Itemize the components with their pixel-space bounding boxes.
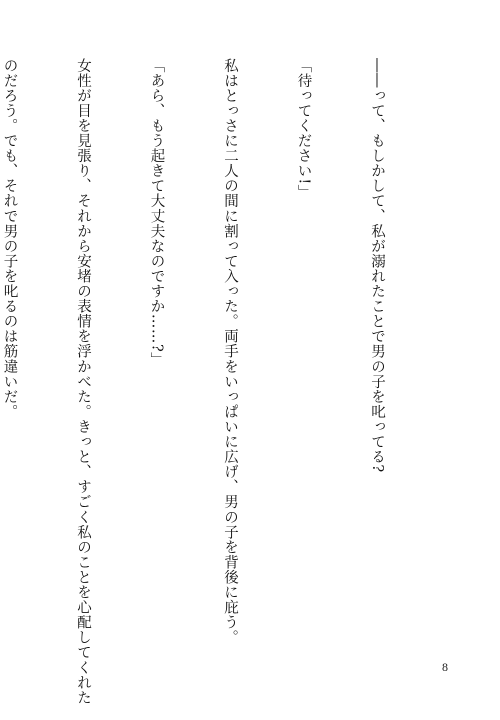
- vertical-text-block: [0, 58, 438, 706]
- text-line: 「あら、もう起きて大丈夫なのですか……?」: [148, 58, 165, 368]
- text-line: のだろう。でも、それで男の子を叱るのは筋違いだ。: [1, 58, 18, 420]
- text-line: 「待ってください!」: [295, 58, 312, 200]
- text-line: 女性が目を見張り、それから安堵の表情を浮かべた。きっと、すごく私のことを心配してくれた: [75, 58, 91, 706]
- text-line: ――って、もしかして、私が溺れたことで男の子を叱ってる?: [369, 58, 385, 473]
- page-number: 8: [442, 660, 448, 674]
- text-line: 私はとっさに二人の間に割って入った。両手をいっぱいに広げ、男の子を背後に庇う。: [222, 58, 238, 645]
